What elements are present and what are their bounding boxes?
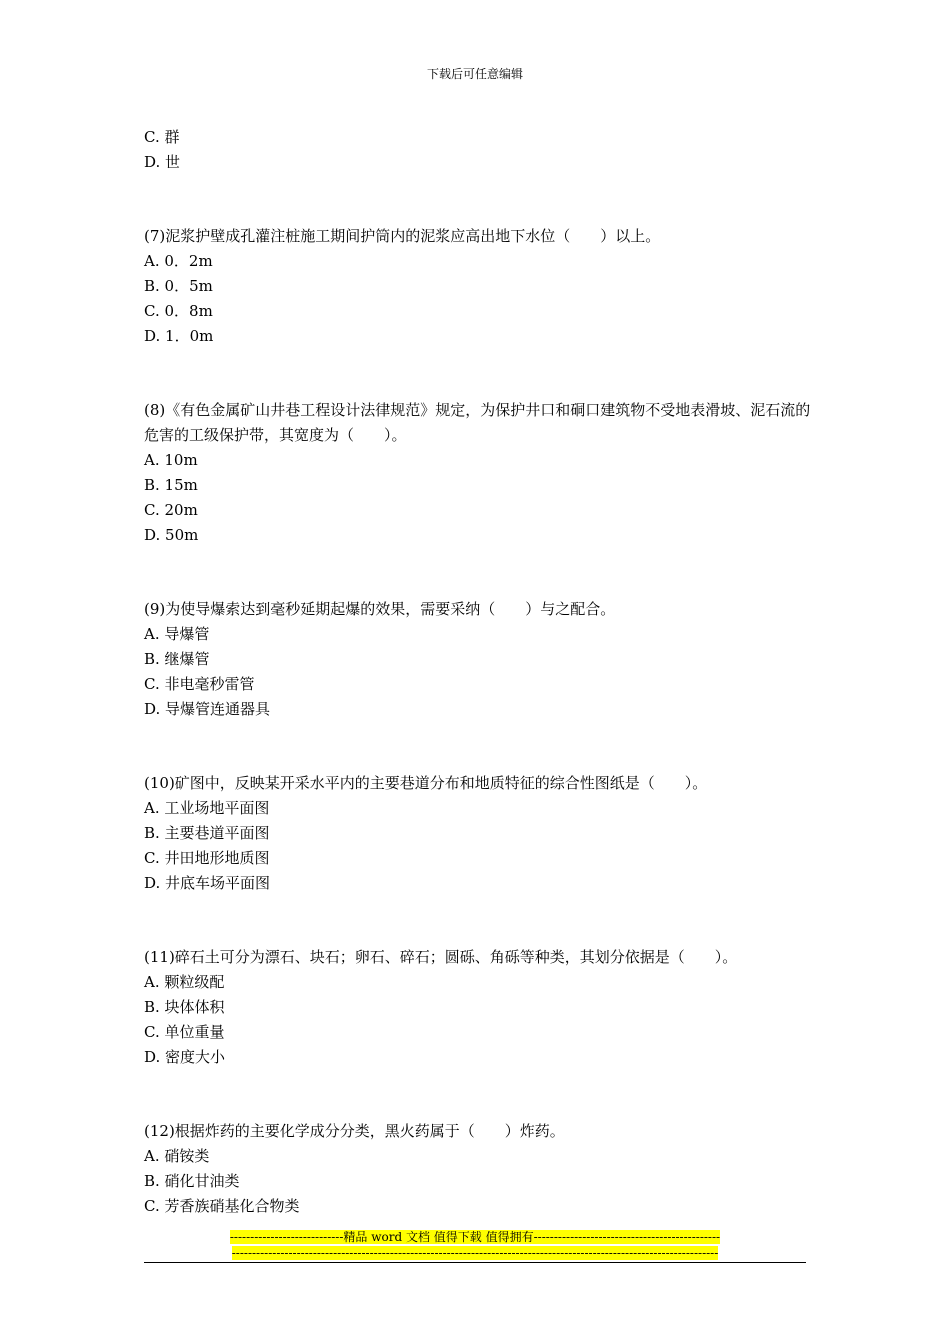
option-d: D. 导爆管连通器具 xyxy=(144,700,271,718)
question-10 xyxy=(144,771,824,896)
question-6-tail xyxy=(144,125,824,175)
option-a: A. 颗粒级配 xyxy=(144,973,225,991)
question-text: (8)《有色金属矿山井巷工程设计法律规范》规定，为保护井口和硐口建筑物不受地表滑坡、泥石流的危害的工级保护带，其宽度为（ ）。 xyxy=(144,401,811,444)
option-c: C. 井田地形地质图 xyxy=(144,849,270,867)
option-a: A. 导爆管 xyxy=(144,625,210,643)
option-d: D. 50m xyxy=(144,526,199,544)
option-a: A. 硝铵类 xyxy=(144,1147,210,1165)
question-9 xyxy=(144,597,824,722)
footer-banner-line-1: ----------------------------精品 word 文档 值得下载 值得拥有---------------------------------------------- xyxy=(229,1230,721,1244)
option-c: C. 单位重量 xyxy=(144,1023,225,1041)
question-8 xyxy=(144,398,824,548)
question-text: (7)泥浆护壁成孔灌注桩施工期间护筒内的泥浆应高出地下水位（ ）以上。 xyxy=(144,227,661,245)
page-header-note: 下载后可任意编辑 xyxy=(426,67,523,81)
option-a: A. 10m xyxy=(144,451,198,469)
option-c: C. 20m xyxy=(144,501,198,519)
option-a: A. 0．2m xyxy=(144,252,213,270)
option-d: D. 世 xyxy=(144,153,181,171)
option-c: C. 0．8m xyxy=(144,302,213,320)
option-b: B. 块体体积 xyxy=(144,998,225,1016)
option-d: D. 1．0m xyxy=(144,327,214,345)
question-text: (12)根据炸药的主要化学成分分类，黑火药属于（ ）炸药。 xyxy=(144,1122,565,1140)
document-body xyxy=(144,125,824,1219)
question-12 xyxy=(144,1119,824,1219)
option-d: D. 井底车场平面图 xyxy=(144,874,271,892)
question-7 xyxy=(144,224,824,349)
option-a: A. 工业场地平面图 xyxy=(144,799,270,817)
question-text: (9)为使导爆索达到毫秒延期起爆的效果，需要采纳（ ）与之配合。 xyxy=(144,600,616,618)
question-11 xyxy=(144,945,824,1070)
footer-banner-line-2: ------------------------------------------------------------------------------------------------------------------------ xyxy=(231,1246,719,1260)
footer-banner xyxy=(144,1229,806,1261)
option-b: B. 继爆管 xyxy=(144,650,210,668)
option-b: B. 0．5m xyxy=(144,277,213,295)
option-b: B. 主要巷道平面图 xyxy=(144,824,270,842)
option-c: C. 非电毫秒雷管 xyxy=(144,675,255,693)
question-text: (10)矿图中，反映某开采水平内的主要巷道分布和地质特征的综合性图纸是（ ）。 xyxy=(144,774,708,792)
option-c: C. 芳香族硝基化合物类 xyxy=(144,1197,300,1215)
footer-divider xyxy=(144,1262,806,1263)
option-b: B. 硝化甘油类 xyxy=(144,1172,240,1190)
option-d: D. 密度大小 xyxy=(144,1048,226,1066)
question-text: (11)碎石土可分为漂石、块石；卵石、碎石；圆砾、角砾等种类，其划分依据是（ ）。 xyxy=(144,948,738,966)
option-b: B. 15m xyxy=(144,476,198,494)
option-c: C. 群 xyxy=(144,128,180,146)
